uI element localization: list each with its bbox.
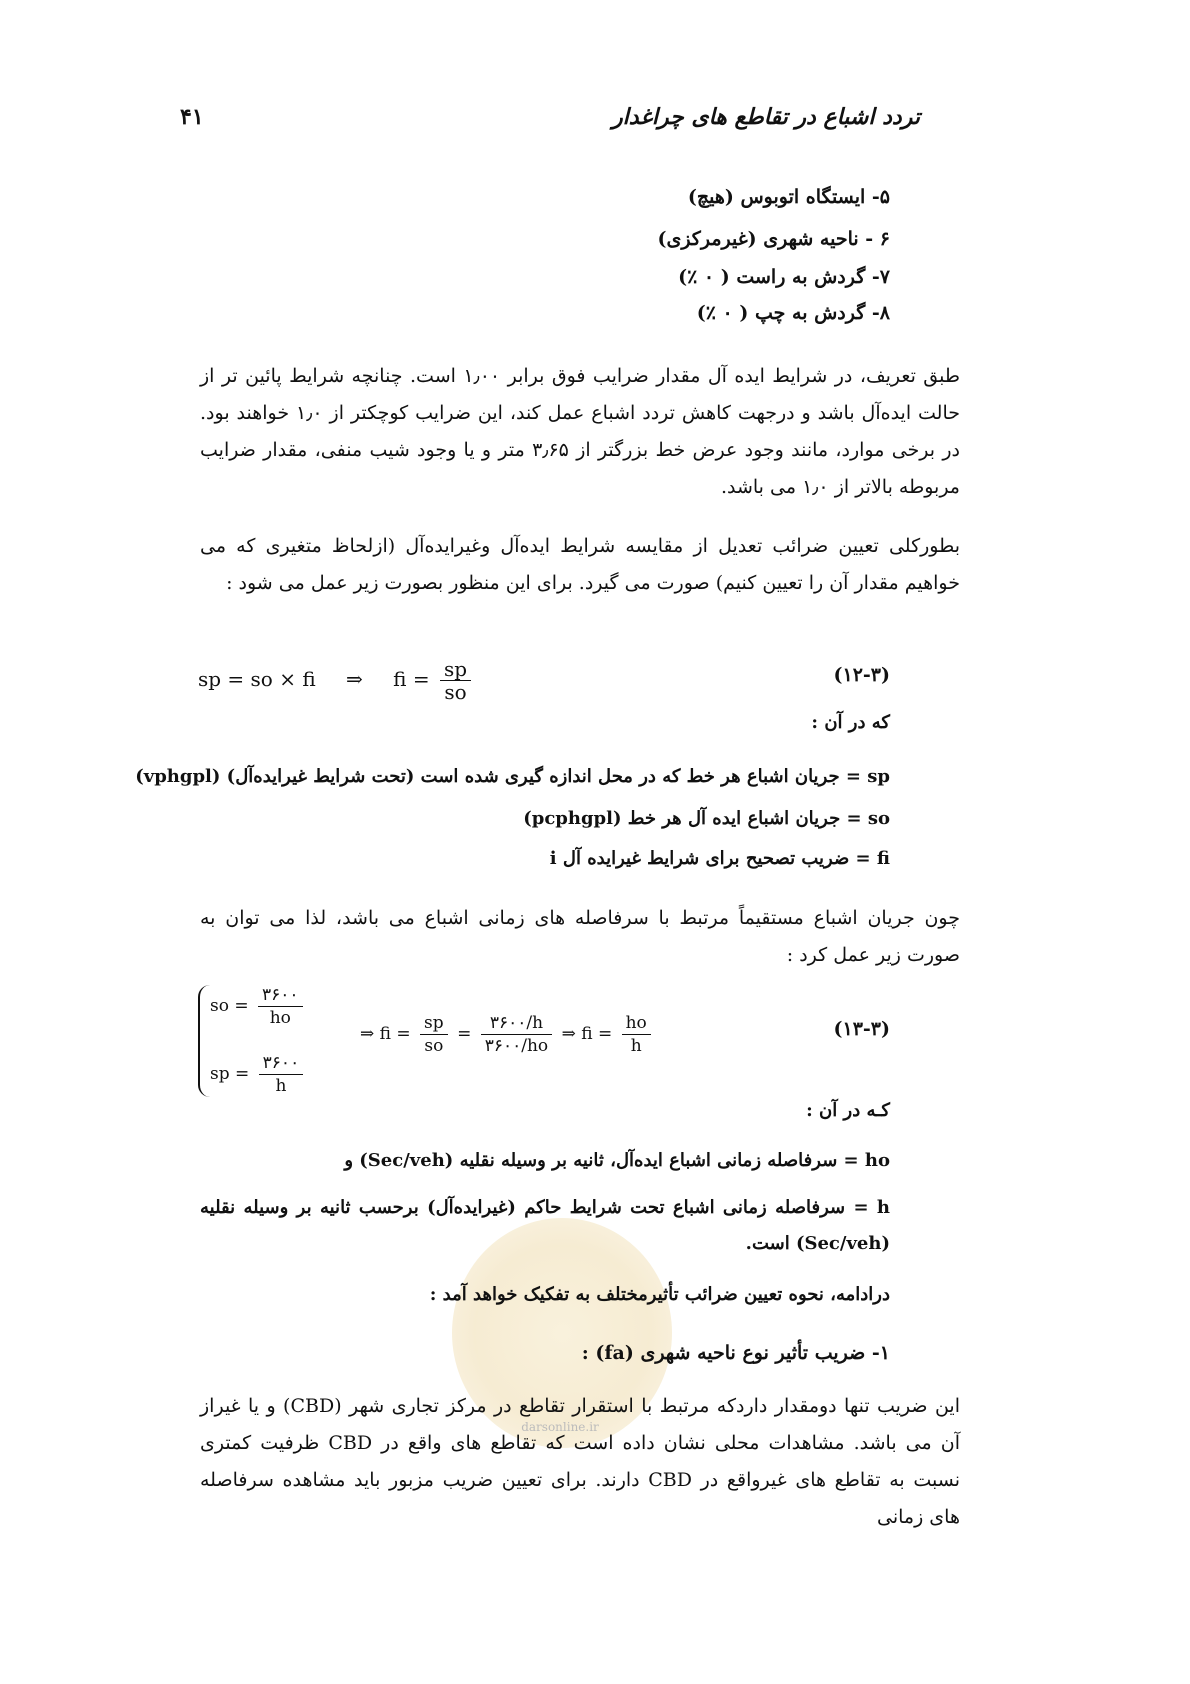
equation-12-3 xyxy=(198,658,475,703)
definition-symbol: so xyxy=(867,808,890,829)
definition-line xyxy=(344,1150,890,1171)
paragraph: بطورکلی تعیین ضرائب تعدیل از مقایسه شرایط ایده‌آل وغیرایده‌آل (ازلحاظ متغیری که می خواهیم مقدار آن را تعیین کنیم) صورت می گیرد. برای این منظور بصورت زیر عمل می شود : xyxy=(200,535,960,594)
definition-line xyxy=(523,808,890,829)
where-label: که در آن : xyxy=(811,712,890,733)
list-item: ۶ - ناحیه شهری (غیرمرکزی) xyxy=(657,228,890,250)
list-item: ۸- گردش به چپ ( ۰ ٪) xyxy=(696,302,890,324)
implies-arrow: ⇒ xyxy=(346,667,363,691)
list-item: ۵- ایستگاه اتوبوس (هیچ) xyxy=(687,186,890,208)
fraction: $\frac{sp}{so}$ xyxy=(420,1012,448,1057)
equation-so: so = $\frac{۳۶۰۰}{ho}$ xyxy=(210,984,307,1029)
fraction: $\frac{۳۶۰۰}{h}$ xyxy=(259,1052,304,1097)
where-label: کـه در آن : xyxy=(806,1100,890,1121)
paragraph: چون جریان اشباع مستقیماً مرتبط با سرفاصله های زمانی اشباع می باشد، لذا می توان به صورت زیر عمل کرد : xyxy=(200,907,960,966)
paragraph: درادامه، نحوه تعیین ضرائب تأثیرمختلف به تفکیک خواهد آمد : xyxy=(429,1284,890,1305)
definition-text: = ضریب تصحیح برای شرایط غیرایده آل i xyxy=(549,848,871,869)
definition-line xyxy=(135,766,890,787)
paragraph: طبق تعریف، در شرایط ایده آل مقدار ضرایب فوق برابر ۱٫۰۰ است. چنانچه شرایط پائین تر از حالت ایده‌آل باشد و درجهت کاهش تردد اشباع عمل کند، این ضرایب کوچکتر از ۱٫۰ خواهند بود. در برخی موارد، مانند وجود عرض خط بزرگتر از ۳٫۶۵ متر و یا وجود شیب منفی، مقدار ضرایب مربوطه بالاتر از ۱٫۰ می باشد. xyxy=(200,365,961,498)
running-title: تردد اشباع در تقاطع های چراغدار xyxy=(612,104,920,130)
definition-text: = سرفاصله زمانی اشباع ایده‌آل، ثانیه بر وسیله نقلیه (Sec/veh) و xyxy=(344,1150,859,1171)
definition-text: = جریان اشباع هر خط که در محل اندازه گیری شده است (تحت شرایط غیرایده‌آل) (vphgpl) xyxy=(135,766,861,787)
fraction xyxy=(440,658,471,703)
equation-sp: sp = $\frac{۳۶۰۰}{h}$ xyxy=(210,1052,307,1097)
definition-line xyxy=(550,848,890,869)
definition-symbol: sp xyxy=(867,766,890,787)
equation-number: (۱۳-۳) xyxy=(833,1018,890,1040)
fraction: $\frac{۳۶۰۰/h}{۳۶۰۰/ho}$ xyxy=(481,1012,552,1057)
definition-text: = جریان اشباع ایده آل هر خط (pcphgpl) xyxy=(523,808,862,829)
fraction-denominator: so xyxy=(444,680,467,704)
equation-lhs: sp = so × fi xyxy=(198,667,316,691)
definition-symbol: fi xyxy=(876,848,890,869)
watermark-text: darsonline.ir xyxy=(521,1420,599,1434)
fraction: $\frac{ho}{h}$ xyxy=(622,1012,651,1057)
page-number: ۴۱ xyxy=(180,104,204,130)
fraction: $\frac{۳۶۰۰}{ho}$ xyxy=(258,984,303,1029)
paragraph: این ضریب تنها دومقدار داردکه مرتبط با استقرار تقاطع در مرکز تجاری شهر (CBD) و یا غیراز آن می باشد. مشاهدات محلی نشان داده است که تقاطع های واقع در CBD ظرفیت کمتری نسبت به تقاطع های غیرواقع در CBD دارند. برای تعیین ضریب مزبور باید مشاهده سرفاصله های زمانی xyxy=(200,1395,960,1528)
definition-symbol: h xyxy=(876,1197,890,1218)
equation-13-3: ⇒ fi = $\frac{sp}{so}$ = $\frac{۳۶۰۰/h}{۳۶۰۰/ho}$ ⇒ fi = $\frac{ho}{h}$ xyxy=(360,1012,655,1057)
equation-number: (۱۲-۳) xyxy=(833,664,890,686)
list-item: ۷- گردش به راست ( ۰ ٪) xyxy=(678,266,890,288)
section-heading: ۱- ضریب تأثیر نوع ناحیه شهری (fa) : xyxy=(581,1342,890,1364)
definition-text: = سرفاصله زمانی اشباع تحت شرایط حاکم (غیرایده‌آل) برحسب ثانیه بر وسیله نقلیه (Sec/veh) است. xyxy=(200,1197,890,1254)
page-header xyxy=(180,104,920,138)
fraction-numerator: sp xyxy=(440,658,471,681)
definition-symbol: ho xyxy=(864,1150,890,1171)
equation-fi: fi = xyxy=(393,667,430,691)
